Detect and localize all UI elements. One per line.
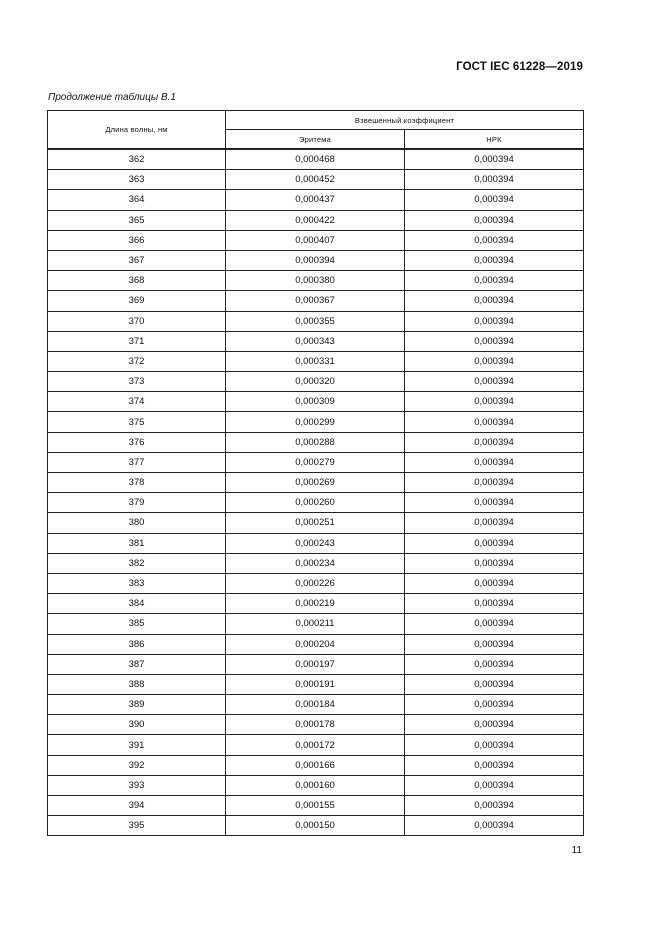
document-code: ГОСТ IEC 61228—2019 xyxy=(456,61,583,73)
cell-wavelength: 382 xyxy=(48,553,226,573)
cell-erythema: 0,000309 xyxy=(226,392,405,412)
table-row xyxy=(48,149,584,170)
header-npk: НРК xyxy=(405,130,584,150)
cell-npk: 0,000394 xyxy=(405,816,584,836)
cell-erythema: 0,000197 xyxy=(226,654,405,674)
cell-npk: 0,000394 xyxy=(405,695,584,715)
cell-wavelength: 371 xyxy=(48,331,226,351)
cell-npk: 0,000394 xyxy=(405,392,584,412)
cell-npk: 0,000394 xyxy=(405,755,584,775)
table-row xyxy=(48,533,584,553)
table-row xyxy=(48,291,584,311)
cell-erythema: 0,000299 xyxy=(226,412,405,432)
header-wavelength: Длина волны, нм xyxy=(48,111,226,150)
cell-wavelength: 377 xyxy=(48,452,226,472)
table-row xyxy=(48,775,584,795)
table-row xyxy=(48,331,584,351)
cell-npk: 0,000394 xyxy=(405,533,584,553)
table-row xyxy=(48,210,584,230)
cell-erythema: 0,000260 xyxy=(226,493,405,513)
cell-wavelength: 389 xyxy=(48,695,226,715)
cell-npk: 0,000394 xyxy=(405,594,584,614)
table-row xyxy=(48,170,584,190)
cell-wavelength: 395 xyxy=(48,816,226,836)
table-row xyxy=(48,351,584,371)
cell-wavelength: 373 xyxy=(48,372,226,392)
table-row xyxy=(48,796,584,816)
cell-wavelength: 391 xyxy=(48,735,226,755)
table-row xyxy=(48,614,584,634)
cell-erythema: 0,000355 xyxy=(226,311,405,331)
table-row xyxy=(48,230,584,250)
cell-wavelength: 372 xyxy=(48,351,226,371)
cell-erythema: 0,000452 xyxy=(226,170,405,190)
table-row xyxy=(48,190,584,210)
cell-erythema: 0,000191 xyxy=(226,674,405,694)
cell-wavelength: 394 xyxy=(48,796,226,816)
table-row xyxy=(48,735,584,755)
cell-erythema: 0,000172 xyxy=(226,735,405,755)
cell-npk: 0,000394 xyxy=(405,230,584,250)
cell-npk: 0,000394 xyxy=(405,412,584,432)
cell-npk: 0,000394 xyxy=(405,735,584,755)
cell-npk: 0,000394 xyxy=(405,311,584,331)
cell-wavelength: 384 xyxy=(48,594,226,614)
cell-npk: 0,000394 xyxy=(405,291,584,311)
cell-wavelength: 383 xyxy=(48,573,226,593)
table-body xyxy=(48,149,584,836)
cell-wavelength: 364 xyxy=(48,190,226,210)
cell-erythema: 0,000251 xyxy=(226,513,405,533)
cell-npk: 0,000394 xyxy=(405,654,584,674)
cell-wavelength: 381 xyxy=(48,533,226,553)
cell-wavelength: 363 xyxy=(48,170,226,190)
cell-wavelength: 385 xyxy=(48,614,226,634)
cell-npk: 0,000394 xyxy=(405,573,584,593)
cell-erythema: 0,000160 xyxy=(226,775,405,795)
table-row xyxy=(48,473,584,493)
cell-npk: 0,000394 xyxy=(405,452,584,472)
cell-npk: 0,000394 xyxy=(405,190,584,210)
table-row xyxy=(48,816,584,836)
cell-erythema: 0,000166 xyxy=(226,755,405,775)
cell-npk: 0,000394 xyxy=(405,432,584,452)
cell-npk: 0,000394 xyxy=(405,614,584,634)
cell-npk: 0,000394 xyxy=(405,473,584,493)
table-row xyxy=(48,634,584,654)
cell-wavelength: 374 xyxy=(48,392,226,412)
cell-wavelength: 370 xyxy=(48,311,226,331)
cell-wavelength: 376 xyxy=(48,432,226,452)
cell-erythema: 0,000178 xyxy=(226,715,405,735)
cell-npk: 0,000394 xyxy=(405,351,584,371)
cell-npk: 0,000394 xyxy=(405,493,584,513)
cell-npk: 0,000394 xyxy=(405,796,584,816)
cell-wavelength: 387 xyxy=(48,654,226,674)
weighting-coefficients-table xyxy=(47,110,584,836)
table-row xyxy=(48,250,584,270)
table-row xyxy=(48,452,584,472)
cell-erythema: 0,000150 xyxy=(226,816,405,836)
cell-wavelength: 392 xyxy=(48,755,226,775)
table-row xyxy=(48,493,584,513)
table-row xyxy=(48,372,584,392)
table-row xyxy=(48,654,584,674)
table-row xyxy=(48,412,584,432)
table-row xyxy=(48,573,584,593)
cell-wavelength: 386 xyxy=(48,634,226,654)
cell-erythema: 0,000407 xyxy=(226,230,405,250)
cell-npk: 0,000394 xyxy=(405,715,584,735)
cell-erythema: 0,000422 xyxy=(226,210,405,230)
cell-wavelength: 379 xyxy=(48,493,226,513)
table-row xyxy=(48,271,584,291)
table-row xyxy=(48,674,584,694)
cell-erythema: 0,000288 xyxy=(226,432,405,452)
cell-erythema: 0,000343 xyxy=(226,331,405,351)
cell-npk: 0,000394 xyxy=(405,372,584,392)
cell-npk: 0,000394 xyxy=(405,210,584,230)
cell-wavelength: 362 xyxy=(48,149,226,170)
cell-erythema: 0,000243 xyxy=(226,533,405,553)
table-row xyxy=(48,695,584,715)
cell-npk: 0,000394 xyxy=(405,513,584,533)
table-row xyxy=(48,432,584,452)
table-row xyxy=(48,513,584,533)
cell-wavelength: 367 xyxy=(48,250,226,270)
cell-npk: 0,000394 xyxy=(405,250,584,270)
page-number: 11 xyxy=(571,845,582,856)
cell-npk: 0,000394 xyxy=(405,634,584,654)
cell-npk: 0,000394 xyxy=(405,170,584,190)
cell-erythema: 0,000184 xyxy=(226,695,405,715)
cell-wavelength: 368 xyxy=(48,271,226,291)
cell-erythema: 0,000367 xyxy=(226,291,405,311)
cell-wavelength: 378 xyxy=(48,473,226,493)
cell-erythema: 0,000331 xyxy=(226,351,405,371)
table-caption: Продолжение таблицы В.1 xyxy=(48,92,176,103)
cell-npk: 0,000394 xyxy=(405,674,584,694)
table-row xyxy=(48,715,584,735)
cell-erythema: 0,000269 xyxy=(226,473,405,493)
table-row xyxy=(48,311,584,331)
cell-erythema: 0,000380 xyxy=(226,271,405,291)
cell-npk: 0,000394 xyxy=(405,331,584,351)
cell-wavelength: 388 xyxy=(48,674,226,694)
table-row xyxy=(48,553,584,573)
cell-npk: 0,000394 xyxy=(405,775,584,795)
cell-erythema: 0,000219 xyxy=(226,594,405,614)
header-erythema: Эритема xyxy=(226,130,405,150)
table-row xyxy=(48,392,584,412)
cell-wavelength: 380 xyxy=(48,513,226,533)
cell-wavelength: 369 xyxy=(48,291,226,311)
cell-npk: 0,000394 xyxy=(405,149,584,170)
cell-wavelength: 393 xyxy=(48,775,226,795)
cell-erythema: 0,000394 xyxy=(226,250,405,270)
cell-wavelength: 375 xyxy=(48,412,226,432)
cell-wavelength: 366 xyxy=(48,230,226,250)
cell-erythema: 0,000279 xyxy=(226,452,405,472)
table-row xyxy=(48,594,584,614)
cell-erythema: 0,000211 xyxy=(226,614,405,634)
cell-erythema: 0,000204 xyxy=(226,634,405,654)
cell-wavelength: 365 xyxy=(48,210,226,230)
cell-erythema: 0,000155 xyxy=(226,796,405,816)
table-row xyxy=(48,755,584,775)
cell-npk: 0,000394 xyxy=(405,271,584,291)
cell-npk: 0,000394 xyxy=(405,553,584,573)
cell-erythema: 0,000437 xyxy=(226,190,405,210)
cell-erythema: 0,000320 xyxy=(226,372,405,392)
cell-erythema: 0,000468 xyxy=(226,149,405,170)
header-weighted-coefficient: Взвешенный коэффициент xyxy=(226,111,584,130)
cell-erythema: 0,000234 xyxy=(226,553,405,573)
cell-wavelength: 390 xyxy=(48,715,226,735)
cell-erythema: 0,000226 xyxy=(226,573,405,593)
